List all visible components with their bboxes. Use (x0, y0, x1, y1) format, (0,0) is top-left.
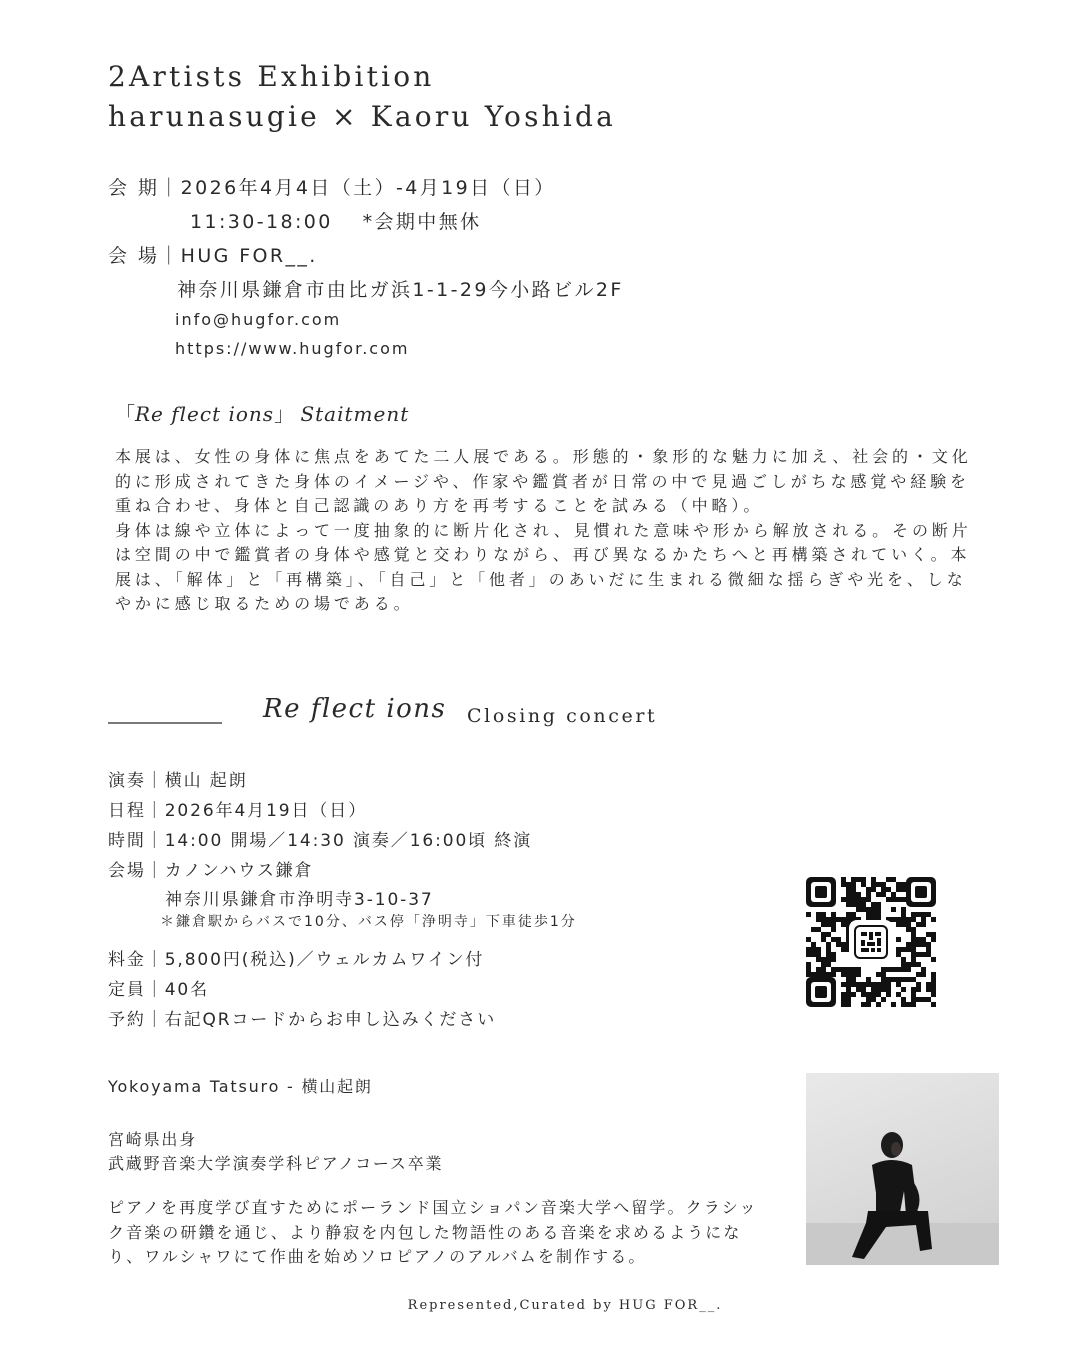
qr-module (846, 897, 851, 902)
qr-module (901, 987, 906, 992)
qr-module (901, 1002, 906, 1007)
qr-module (851, 882, 856, 887)
qr-module (811, 952, 816, 957)
concert-date: 日程｜2026年4月19日（日） (108, 801, 368, 821)
qr-module (866, 1002, 871, 1007)
qr-module (911, 977, 916, 982)
qr-module (816, 957, 821, 962)
qr-module (841, 997, 846, 1002)
qr-module (901, 997, 906, 1002)
qr-module (821, 937, 826, 942)
period-hours: 11:30-18:00 *会期中無休 (190, 211, 482, 233)
qr-module (846, 992, 851, 997)
qr-module (856, 902, 861, 907)
qr-module (886, 887, 891, 892)
qr-module (846, 997, 851, 1002)
qr-module (856, 987, 861, 992)
venue-name: HUG FOR__. (180, 245, 318, 267)
bio-education: 武蔵野音楽大学演奏学科ピアノコース卒業 (108, 1154, 444, 1173)
qr-module (831, 957, 836, 962)
qr-module (926, 932, 931, 937)
qr-module (876, 912, 881, 917)
qr-module (821, 962, 826, 967)
qr-module (911, 1002, 916, 1007)
qr-module (911, 927, 916, 932)
qr-module (826, 942, 831, 947)
qr-module (916, 997, 921, 1002)
qr-module (896, 977, 901, 982)
qr-module (876, 892, 881, 897)
concert-reservation: 予約｜右記QRコードからお申し込みください (108, 1010, 497, 1030)
qr-module (831, 967, 836, 972)
period-dates: 2026年4月4日（土）-4月19日（日） (180, 177, 556, 199)
statement-bracket-open: 「 (115, 402, 135, 426)
qr-module (871, 907, 876, 912)
venue-row (108, 241, 318, 268)
qr-module (861, 902, 866, 907)
qr-module (886, 897, 891, 902)
qr-module (921, 922, 926, 927)
qr-module (911, 952, 916, 957)
qr-module (806, 947, 811, 952)
qr-module (876, 992, 881, 997)
qr-module (826, 972, 831, 977)
qr-module (826, 962, 831, 967)
qr-module (851, 902, 856, 907)
statement-heading (115, 398, 409, 427)
qr-module (846, 977, 851, 982)
qr-module (911, 957, 916, 962)
qr-module (891, 877, 896, 882)
qr-module (911, 947, 916, 952)
qr-module (831, 912, 836, 917)
qr-module (806, 912, 811, 917)
qr-module (831, 927, 836, 932)
qr-module (876, 972, 881, 977)
bio-paragraph: ピアノを再度学び直すためにポーランド国立ショパン音楽大学へ留学。クラシック音楽の研鑽を通じ、より静寂を内包した物語性のある音楽を求めるようになり、ワルシャワにて作曲を始めソロピアノのアルバムを制作する。 (108, 1198, 758, 1266)
qr-module (876, 907, 881, 912)
qr-module (901, 922, 906, 927)
qr-module (931, 1002, 936, 1007)
qr-module (926, 952, 931, 957)
qr-module (856, 907, 861, 912)
qr-module (836, 917, 841, 922)
qr-module (841, 877, 846, 882)
qr-module (841, 947, 846, 952)
venue-address: 神奈川県鎌倉市由比ガ浜1-1-29今小路ビル2F (177, 279, 624, 301)
qr-module (866, 912, 871, 917)
qr-module (906, 1002, 911, 1007)
qr-module (916, 982, 921, 987)
qr-module (891, 1002, 896, 1007)
qr-module (856, 972, 861, 977)
qr-module (851, 977, 856, 982)
qr-module (901, 967, 906, 972)
qr-module (911, 992, 916, 997)
qr-module (806, 952, 811, 957)
qr-module (841, 972, 846, 977)
qr-module (881, 982, 886, 987)
qr-module (816, 972, 821, 977)
qr-module (806, 962, 811, 967)
qr-module (911, 997, 916, 1002)
qr-module (926, 987, 931, 992)
qr-module (871, 912, 876, 917)
email-link[interactable]: info@hugfor.com (175, 310, 342, 329)
concert-capacity: 定員｜40名 (108, 980, 210, 1000)
qr-module (886, 967, 891, 972)
qr-module (876, 982, 881, 987)
qr-module (891, 967, 896, 972)
qr-module (906, 947, 911, 952)
qr-module (906, 942, 911, 947)
qr-module (841, 1002, 846, 1007)
qr-module (906, 922, 911, 927)
qr-module (866, 997, 871, 1002)
qr-module (831, 937, 836, 942)
qr-module (816, 952, 821, 957)
period-label: 会 期｜ (108, 177, 181, 199)
qr-module (841, 897, 846, 902)
qr-module (886, 877, 891, 882)
qr-module (816, 967, 821, 972)
qr-module (881, 972, 886, 977)
qr-module (901, 977, 906, 982)
qr-module (916, 912, 921, 917)
exhibition-title: 2Artists Exhibition (108, 60, 435, 93)
qr-module (841, 882, 846, 887)
qr-module (896, 982, 901, 987)
qr-module (911, 932, 916, 937)
qr-module (876, 987, 881, 992)
qr-module (831, 922, 836, 927)
qr-module (916, 942, 921, 947)
qr-module (851, 892, 856, 897)
concert-access-note: ＊鎌倉駅からバスで10分、バス停「浄明寺」下車徒歩1分 (160, 914, 577, 930)
qr-module (866, 982, 871, 987)
qr-module (871, 877, 876, 882)
qr-module (871, 987, 876, 992)
qr-module (921, 937, 926, 942)
qr-module (881, 997, 886, 1002)
qr-module (841, 967, 846, 972)
qr-module (871, 982, 876, 987)
qr-module (876, 902, 881, 907)
qr-module (856, 892, 861, 897)
qr-module (846, 987, 851, 992)
qr-module (826, 917, 831, 922)
qr-module (826, 947, 831, 952)
qr-module (901, 887, 906, 892)
qr-module (896, 947, 901, 952)
qr-module (921, 952, 926, 957)
qr-module (841, 992, 846, 997)
qr-module (896, 917, 901, 922)
qr-module (906, 927, 911, 932)
qr-module (926, 997, 931, 1002)
qr-module (856, 877, 861, 882)
statement-bracket-close: 」 (274, 402, 295, 426)
qr-module (811, 942, 816, 947)
qr-module (931, 977, 936, 982)
qr-module (811, 972, 816, 977)
qr-module (931, 987, 936, 992)
statement-body (115, 445, 975, 617)
qr-module (841, 982, 846, 987)
qr-module (821, 967, 826, 972)
qr-module (931, 982, 936, 987)
qr-module (806, 972, 811, 977)
qr-module (886, 987, 891, 992)
qr-module (916, 987, 921, 992)
qr-module (851, 982, 856, 987)
qr-module (916, 972, 921, 977)
qr-module (846, 982, 851, 987)
qr-module (916, 952, 921, 957)
qr-module (906, 977, 911, 982)
qr-module (881, 977, 886, 982)
qr-module (921, 912, 926, 917)
qr-module (911, 987, 916, 992)
footer-credit: Represented,Curated by HUG FOR__. (407, 1298, 723, 1313)
qr-module (881, 967, 886, 972)
qr-module (816, 927, 821, 932)
qr-module (816, 917, 821, 922)
qr-module (821, 932, 826, 937)
qr-module (931, 932, 936, 937)
performer-photo (806, 1073, 999, 1265)
qr-module (896, 952, 901, 957)
qr-module (896, 992, 901, 997)
qr-module (851, 887, 856, 892)
qr-module (821, 922, 826, 927)
performer-portrait-icon (806, 1073, 999, 1265)
qr-module (921, 997, 926, 1002)
qr-module (826, 952, 831, 957)
qr-module (876, 882, 881, 887)
qr-module (896, 922, 901, 927)
qr-module (861, 907, 866, 912)
qr-module (891, 907, 896, 912)
statement-paragraph-1: 本展は、女性の身体に焦点をあてた二人展である。形態的・象形的な魅力に加え、社会的・文化的に形成されてきた身体のイメージや、作家や鑑賞者が日常の中で見過ごしがちな感覚や経験を重ね合わせ、身体と自己認識のあり方を再考することを試みる（中略）。 (115, 447, 972, 515)
qr-module (921, 967, 926, 972)
qr-module (931, 917, 936, 922)
concert-time: 時間｜14:00 開場／14:30 演奏／16:00頃 終演 (108, 831, 533, 851)
qr-module (821, 957, 826, 962)
qr-module (886, 977, 891, 982)
qr-module (861, 987, 866, 992)
artists-title: harunasugie × Kaoru Yoshida (108, 100, 617, 133)
qr-module (916, 922, 921, 927)
qr-module (896, 897, 901, 902)
qr-module (866, 892, 871, 897)
qr-module (831, 972, 836, 977)
qr-module (886, 992, 891, 997)
qr-module (921, 972, 926, 977)
qr-module (911, 917, 916, 922)
qr-module (926, 947, 931, 952)
qr-module (841, 917, 846, 922)
qr-module (931, 957, 936, 962)
qr-module (931, 937, 936, 942)
qr-module (851, 877, 856, 882)
qr-module (851, 897, 856, 902)
qr-module (846, 892, 851, 897)
qr-module (861, 897, 866, 902)
qr-module (816, 912, 821, 917)
concert-title: Re flect ions (263, 694, 447, 724)
qr-module (891, 892, 896, 897)
qr-module (841, 922, 846, 927)
qr-module (911, 912, 916, 917)
qr-module (841, 942, 846, 947)
qr-module (896, 887, 901, 892)
qr-module (861, 992, 866, 997)
qr-module (901, 917, 906, 922)
qr-module (916, 937, 921, 942)
qr-module (821, 912, 826, 917)
qr-module (851, 912, 856, 917)
qr-module (826, 957, 831, 962)
qr-module (826, 922, 831, 927)
section-divider (108, 722, 222, 724)
qr-module (826, 932, 831, 937)
qr-module (921, 942, 926, 947)
qr-module (911, 937, 916, 942)
qr-module (846, 887, 851, 892)
statement-paragraph-2: 身体は線や立体によって一度抽象的に断片化され、見慣れた意味や形から解放される。その断片は空間の中で鑑賞者の身体や感覚と交わりながら、再び異なるかたちへと再構築されていく。本展は、「解体」と「再構築」、「自己」と「他者」のあいだに生まれる微細な揺らぎや光を、しなやかに感じ取るための場である。 (115, 520, 972, 613)
qr-module (816, 947, 821, 952)
qr-module (896, 967, 901, 972)
qr-module (896, 937, 901, 942)
qr-code-icon[interactable] (806, 877, 936, 1007)
statement-heading-word: Staitment (300, 402, 410, 426)
qr-module (906, 967, 911, 972)
qr-module (846, 882, 851, 887)
qr-module (846, 902, 851, 907)
qr-module (926, 942, 931, 947)
qr-module (821, 972, 826, 977)
qr-module (921, 917, 926, 922)
venue-label: 会 場｜ (108, 245, 181, 267)
qr-module (881, 987, 886, 992)
qr-module (901, 912, 906, 917)
qr-module (871, 887, 876, 892)
qr-module (831, 952, 836, 957)
qr-module (876, 1002, 881, 1007)
qr-module (901, 947, 906, 952)
qr-module (866, 992, 871, 997)
qr-module (871, 902, 876, 907)
period-row (108, 173, 556, 200)
qr-module (926, 912, 931, 917)
qr-module (866, 977, 871, 982)
qr-module (846, 917, 851, 922)
qr-module (881, 882, 886, 887)
qr-module (891, 917, 896, 922)
qr-module (861, 982, 866, 987)
qr-module (856, 897, 861, 902)
qr-module (861, 882, 866, 887)
qr-module (931, 992, 936, 997)
concert-performer: 演奏｜横山 起朗 (108, 771, 248, 791)
qr-module (896, 882, 901, 887)
concert-venue: 会場｜カノンハウス鎌倉 (108, 861, 314, 881)
qr-module (851, 972, 856, 977)
concert-venue-address: 神奈川県鎌倉市浄明寺3-10-37 (165, 890, 434, 910)
qr-module (836, 967, 841, 972)
website-link[interactable]: https://www.hugfor.com (175, 339, 410, 358)
qr-module (851, 992, 856, 997)
qr-module (901, 907, 906, 912)
qr-module (846, 1002, 851, 1007)
qr-module (866, 887, 871, 892)
concert-subtitle: Closing concert (467, 705, 658, 727)
qr-module (911, 962, 916, 967)
qr-module (871, 992, 876, 997)
qr-module (821, 917, 826, 922)
qr-module (871, 882, 876, 887)
qr-module (886, 982, 891, 987)
statement-heading-title: Re flect ions (135, 402, 275, 426)
qr-module (926, 982, 931, 987)
qr-module (906, 917, 911, 922)
qr-module (911, 942, 916, 947)
qr-module (901, 882, 906, 887)
qr-module (861, 877, 866, 882)
qr-module (806, 937, 811, 942)
qr-module (806, 967, 811, 972)
qr-module (916, 962, 921, 967)
qr-module (881, 887, 886, 892)
qr-module (881, 892, 886, 897)
bio-origin: 宮崎県出身 (108, 1130, 198, 1149)
qr-module (906, 962, 911, 967)
qr-module (836, 942, 841, 947)
qr-module (846, 967, 851, 972)
qr-module (901, 962, 906, 967)
qr-module (811, 947, 816, 952)
bio-name: Yokoyama Tatsuro - 横山起朗 (108, 1077, 373, 1096)
qr-module (831, 917, 836, 922)
qr-module (851, 967, 856, 972)
qr-module (856, 967, 861, 972)
qr-module (891, 897, 896, 902)
qr-module (901, 957, 906, 962)
qr-module (856, 982, 861, 987)
qr-module (901, 897, 906, 902)
concert-fee: 料金｜5,800円(税込)／ウェルカムワイン付 (108, 950, 485, 970)
qr-module (931, 972, 936, 977)
qr-module (891, 977, 896, 982)
qr-module (871, 997, 876, 1002)
qr-module (846, 972, 851, 977)
qr-module (811, 927, 816, 932)
qr-module (836, 937, 841, 942)
qr-module (866, 897, 871, 902)
qr-module (846, 912, 851, 917)
qr-module (866, 907, 871, 912)
qr-module (861, 1002, 866, 1007)
